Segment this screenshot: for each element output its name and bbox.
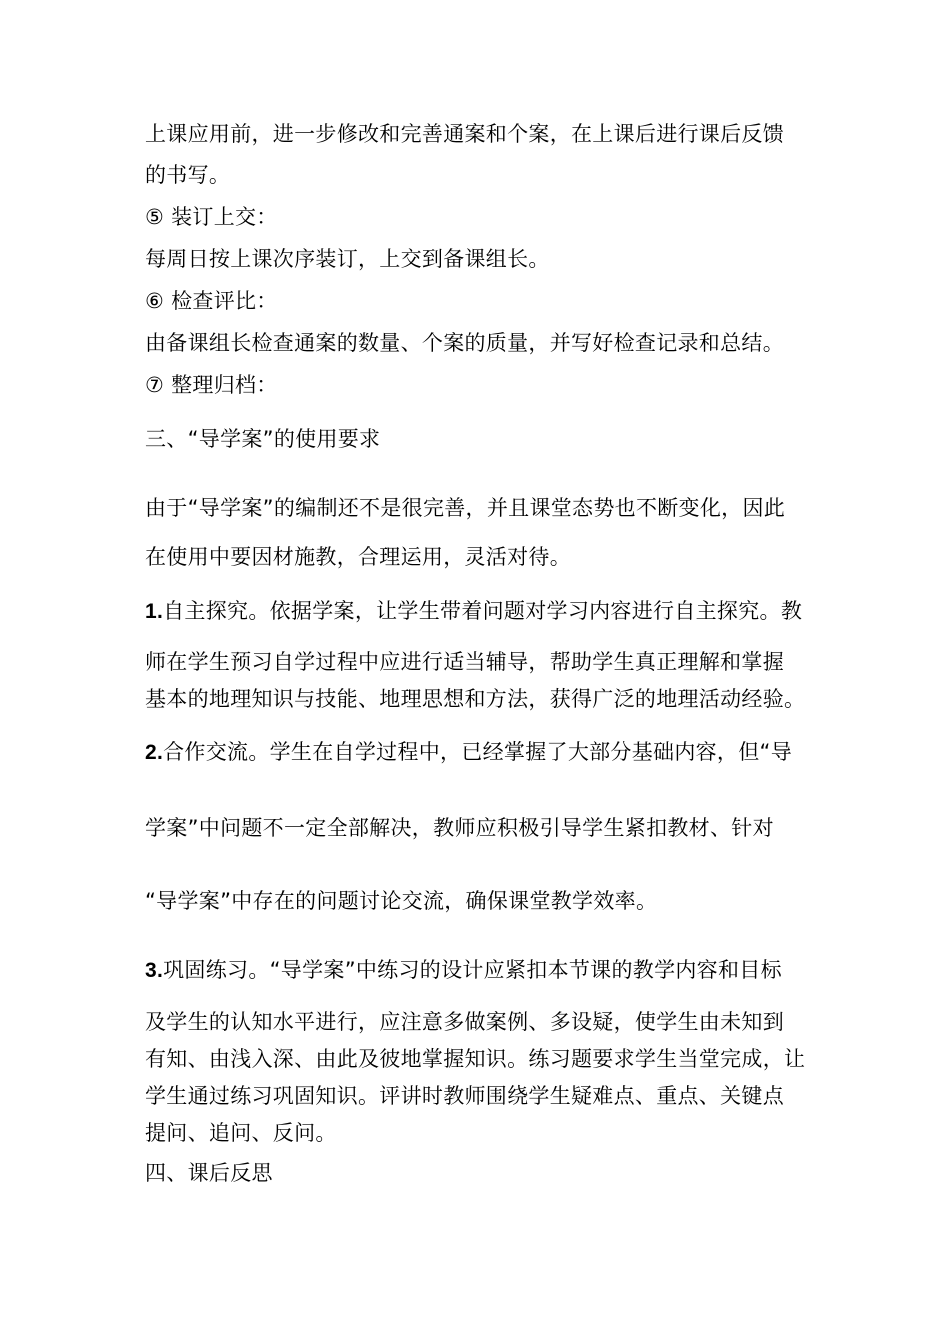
text-line: 提问、追问、反问。 bbox=[145, 1121, 337, 1145]
text-line: 师在学生预习自学过程中应进行适当辅导，帮助学生真正理解和掌握 bbox=[145, 650, 784, 674]
text-line: “导学案”中存在的问题讨论交流，确保课堂教学效率。 bbox=[145, 889, 658, 913]
text-line: 学案”中问题不一定全部解决，教师应积极引导学生紧扣教材、针对 bbox=[145, 816, 774, 840]
list-item-heading: ⑤ 装订上交： bbox=[145, 205, 278, 229]
text-line: 由于“导学案”的编制还不是很完善，并且课堂态势也不断变化，因此 bbox=[145, 496, 786, 520]
text-line: 每周日按上课次序装订，上交到备课组长。 bbox=[145, 247, 550, 271]
item-number: 3. bbox=[145, 959, 164, 982]
item-number: 2. bbox=[145, 741, 164, 764]
numbered-paragraph bbox=[145, 738, 792, 767]
item-text: 自主探究。依据学案，让学生带着问题对学习内容进行自主探究。教 bbox=[163, 599, 803, 623]
text-line: 由备课组长检查通案的数量、个案的质量，并写好检查记录和总结。 bbox=[145, 331, 784, 355]
text-line: 在使用中要因材施教，合理运用，灵活对待。 bbox=[145, 545, 571, 569]
text-line: 上课应用前，进一步修改和完善通案和个案，在上课后进行课后反馈 bbox=[145, 122, 784, 146]
text-line: 学生通过练习巩固知识。评讲时教师围绕学生疑难点、重点、关键点 bbox=[145, 1084, 784, 1108]
item-number: 1. bbox=[145, 600, 164, 623]
section-heading: 四、课后反思 bbox=[145, 1161, 273, 1185]
text-line: 及学生的认知水平进行，应注意多做案例、多设疑，使学生由未知到 bbox=[145, 1010, 784, 1034]
text-line: 的书写。 bbox=[145, 163, 231, 187]
list-item-heading: ⑦ 整理归档： bbox=[145, 373, 278, 397]
list-item-heading: ⑥ 检查评比： bbox=[145, 289, 278, 313]
numbered-paragraph bbox=[145, 956, 782, 985]
item-text: 巩固练习。“导学案”中练习的设计应紧扣本节课的教学内容和目标 bbox=[163, 958, 782, 982]
text-line: 有知、由浅入深、由此及彼地掌握知识。练习题要求学生当堂完成，让 bbox=[145, 1047, 806, 1071]
section-heading: 三、“导学案”的使用要求 bbox=[145, 427, 381, 451]
text-line: 基本的地理知识与技能、地理思想和方法，获得广泛的地理活动经验。 bbox=[145, 687, 806, 711]
numbered-paragraph bbox=[145, 597, 802, 626]
item-text: 合作交流。学生在自学过程中，已经掌握了大部分基础内容，但“导 bbox=[163, 740, 793, 764]
